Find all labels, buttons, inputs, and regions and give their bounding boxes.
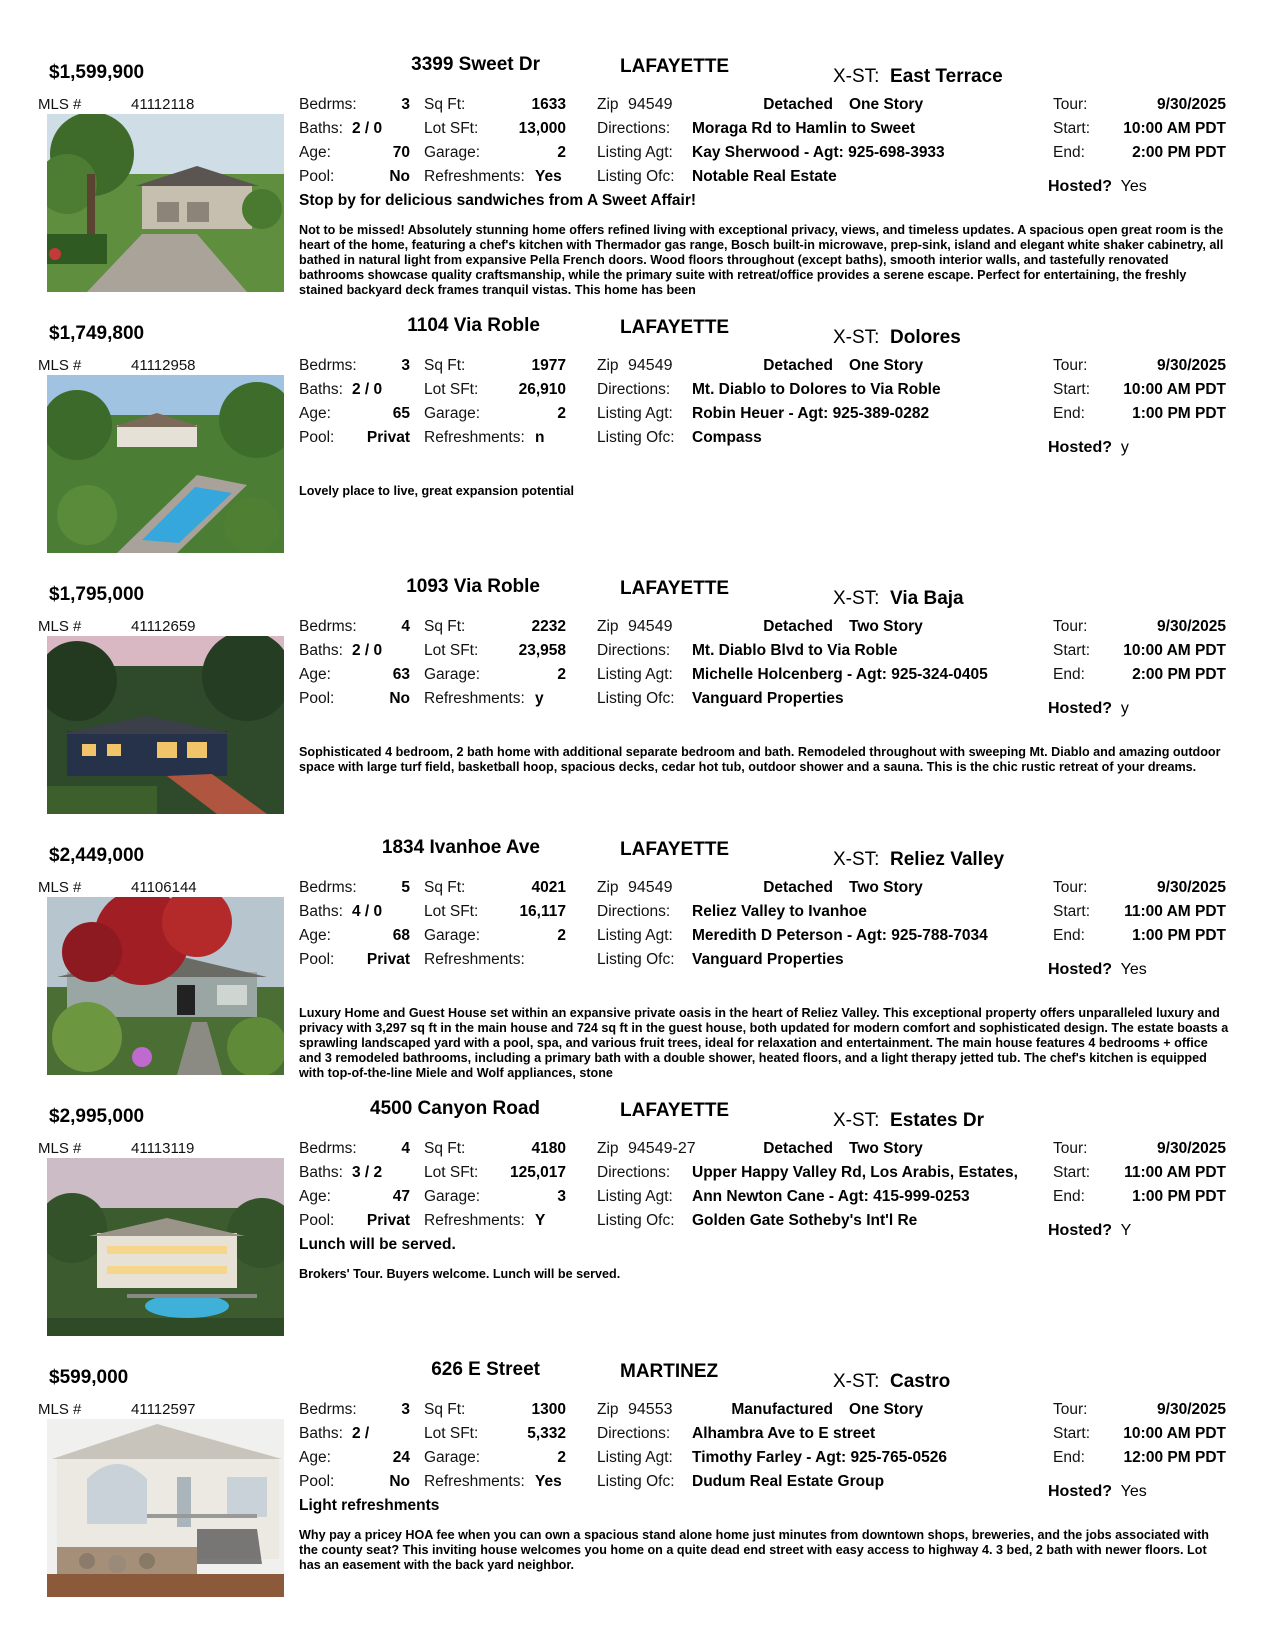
listing-address: 1093 Via Roble — [406, 576, 540, 597]
refreshments-value: n — [535, 429, 545, 446]
zip-label: Zip — [597, 1140, 619, 1157]
stories: One Story — [849, 1401, 924, 1418]
listing-office-label: Listing Ofc: — [597, 168, 675, 185]
age-label: Age: — [299, 1188, 331, 1205]
baths-label: Baths: — [299, 120, 343, 137]
listing-card-1 — [0, 47, 1275, 308]
listing-description: Not to be missed! Absolutely stunning home offers refined living with exceptional privacy, views, and timeless updates. A spacious open great room is the heart of the home, featuring a chef's kitchen with Thermador gas range, Bosch built-in microwave, prep-sink, island and elegant white shaker cabinetry, all bathed in natural light from expansive Pella French doors. Wood floors throughout (except baths), smooth interior walls, and tastefully renovated bathrooms showcase quality craftsmanship, while the primary suite with retreat/office provides a serene escape. Perfect for entertaining, the freshly stained backyard deck frames tranquil vistas. This home has been — [299, 223, 1224, 298]
listing-agent-value: Ann Newton Cane - Agt: 415-999-0253 — [692, 1188, 970, 1205]
property-type: Detached — [763, 357, 833, 374]
listing-agent-label: Listing Agt: — [597, 1449, 673, 1466]
property-type: Detached — [763, 618, 833, 635]
pool-value: No — [389, 690, 410, 707]
pool-value: Privat — [366, 1212, 410, 1229]
listing-note: Light refreshments — [299, 1497, 440, 1514]
refreshments-label: Refreshments: — [424, 690, 525, 707]
start-time: 11:00 AM PDT — [1124, 903, 1226, 920]
listing-description: Sophisticated 4 bedroom, 2 bath home with additional separate bedroom and bath. Remodeled throughout with sweeping Mt. Diablo and amazing outdoor space with large turf field, basketball hoop, spacious decks, cedar hot tub, outdoor shower and a sauna. This is the chic rustic retreat of your dreams. — [299, 745, 1221, 775]
directions-value: Mt. Diablo to Dolores to Via Roble — [692, 381, 941, 398]
cross-street — [833, 1372, 950, 1391]
zip-value: 94549 — [628, 357, 673, 374]
listing-agent-value: Meredith D Peterson - Agt: 925-788-7034 — [692, 927, 988, 944]
cross-street-label: X-ST: — [833, 1371, 880, 1392]
listing-price: $1,795,000 — [49, 584, 145, 605]
sqft-label: Sq Ft: — [424, 357, 466, 374]
pool-label: Pool: — [299, 1212, 335, 1229]
hosted-label: Hosted? — [1048, 961, 1112, 978]
baths-label: Baths: — [299, 642, 343, 659]
garage-label: Garage: — [424, 1449, 481, 1466]
listing-office-label: Listing Ofc: — [597, 690, 675, 707]
cross-street-value: East Terrace — [890, 66, 1003, 87]
listing-office-value: Notable Real Estate — [692, 168, 837, 185]
hosted-label: Hosted? — [1048, 700, 1112, 717]
tour-label: Tour: — [1053, 618, 1088, 635]
directions-label: Directions: — [597, 120, 671, 137]
age-value: 47 — [392, 1188, 410, 1205]
cross-street — [833, 589, 964, 608]
listing-city: MARTINEZ — [620, 1361, 719, 1382]
pool-value: Privat — [366, 951, 410, 968]
end-label: End: — [1053, 144, 1085, 161]
lot-label: Lot SFt: — [424, 1425, 479, 1442]
listing-agent-label: Listing Agt: — [597, 927, 673, 944]
baths-label: Baths: — [299, 903, 343, 920]
hosted-value: y — [1120, 439, 1129, 456]
end-time: 1:00 PM PDT — [1132, 405, 1226, 422]
refreshments-label: Refreshments: — [424, 429, 525, 446]
garage-label: Garage: — [424, 666, 481, 683]
listing-price: $599,000 — [49, 1367, 129, 1388]
lot-value: 5,332 — [527, 1425, 566, 1442]
listing-agent-label: Listing Agt: — [597, 666, 673, 683]
listing-office-value: Vanguard Properties — [692, 951, 844, 968]
property-type: Detached — [763, 1140, 833, 1157]
bedrooms-value: 4 — [401, 1140, 410, 1157]
age-value: 63 — [392, 666, 410, 683]
zip-value: 94549-27 — [628, 1140, 696, 1157]
garage-value: 2 — [557, 405, 566, 422]
age-value: 70 — [392, 144, 410, 161]
garage-value: 2 — [557, 1449, 566, 1466]
refreshments-label: Refreshments: — [424, 951, 525, 968]
pool-label: Pool: — [299, 951, 335, 968]
directions-label: Directions: — [597, 381, 671, 398]
refreshments-label: Refreshments: — [424, 168, 525, 185]
listing-photo — [47, 636, 284, 814]
age-value: 68 — [392, 927, 410, 944]
pool-value: No — [389, 168, 410, 185]
lot-label: Lot SFt: — [424, 381, 479, 398]
hosted — [1048, 962, 1147, 978]
directions-label: Directions: — [597, 1425, 671, 1442]
stories: One Story — [849, 96, 924, 113]
listing-address: 1834 Ivanhoe Ave — [381, 837, 540, 858]
end-time: 1:00 PM PDT — [1132, 1188, 1226, 1205]
listing-address: 3399 Sweet Dr — [411, 54, 540, 75]
mls-label: MLS # — [38, 357, 82, 374]
hosted — [1048, 1484, 1147, 1500]
stories: Two Story — [849, 618, 923, 635]
listing-office-value: Vanguard Properties — [692, 690, 844, 707]
start-time: 10:00 AM PDT — [1123, 1425, 1226, 1442]
bedrooms-value: 3 — [401, 357, 410, 374]
mls-label: MLS # — [38, 1140, 82, 1157]
listing-description: Lovely place to live, great expansion potential — [299, 484, 575, 498]
zip-label: Zip — [597, 1401, 619, 1418]
listing-agent-label: Listing Agt: — [597, 405, 673, 422]
bedrooms-value: 3 — [401, 96, 410, 113]
garage-value: 2 — [557, 666, 566, 683]
zip-label: Zip — [597, 879, 619, 896]
hosted-value: y — [1120, 700, 1129, 717]
refreshments-label: Refreshments: — [424, 1473, 525, 1490]
listing-photo — [47, 1419, 284, 1597]
pool-value: No — [389, 1473, 410, 1490]
pool-label: Pool: — [299, 429, 335, 446]
hosted — [1048, 179, 1147, 195]
listing-agent-value: Kay Sherwood - Agt: 925-698-3933 — [692, 144, 945, 161]
property-type: Detached — [763, 96, 833, 113]
bedrooms-label: Bedrms: — [299, 96, 357, 113]
cross-street-value: Dolores — [890, 327, 961, 348]
lot-label: Lot SFt: — [424, 1164, 479, 1181]
start-label: Start: — [1053, 1425, 1091, 1442]
listing-price: $2,995,000 — [49, 1106, 145, 1127]
mls-number: 41112597 — [131, 1401, 196, 1418]
listing-card-2 — [0, 308, 1275, 569]
tour-date: 9/30/2025 — [1157, 96, 1226, 113]
sqft-value: 2232 — [531, 618, 566, 635]
sqft-value: 4180 — [531, 1140, 566, 1157]
cross-street-value: Via Baja — [890, 588, 964, 609]
listing-photo — [47, 375, 284, 553]
end-label: End: — [1053, 927, 1085, 944]
listing-description: Why pay a pricey HOA fee when you can own a spacious stand alone home just minutes from downtown shops, breweries, and the jobs associated with the county seat? This inviting house welcomes you home on a quite dead end street with easy access to highway 4. 3 bed, 2 bath with newer floors. Lot has an easement with the back yard neighbor. — [299, 1528, 1209, 1573]
lot-value: 23,958 — [518, 642, 566, 659]
listing-office-label: Listing Ofc: — [597, 1212, 675, 1229]
cross-street-value: Castro — [890, 1371, 951, 1392]
hosted — [1048, 440, 1129, 456]
listing-agent-value: Robin Heuer - Agt: 925-389-0282 — [692, 405, 930, 422]
hosted-label: Hosted? — [1048, 439, 1112, 456]
mls-label: MLS # — [38, 1401, 82, 1418]
listing-photo — [47, 114, 284, 292]
baths-label: Baths: — [299, 381, 343, 398]
start-label: Start: — [1053, 381, 1091, 398]
garage-value: 3 — [557, 1188, 566, 1205]
listing-address: 4500 Canyon Road — [370, 1098, 540, 1119]
cross-street-label: X-ST: — [833, 327, 880, 348]
garage-label: Garage: — [424, 405, 481, 422]
start-time: 11:00 AM PDT — [1124, 1164, 1226, 1181]
refreshments-value: y — [535, 690, 544, 707]
pool-value: Privat — [366, 429, 410, 446]
directions-value: Moraga Rd to Hamlin to Sweet — [692, 120, 916, 137]
age-label: Age: — [299, 666, 331, 683]
refreshments-label: Refreshments: — [424, 1212, 525, 1229]
cross-street — [833, 67, 1003, 86]
baths-label: Baths: — [299, 1425, 343, 1442]
sqft-value: 1633 — [531, 96, 566, 113]
stories: Two Story — [849, 1140, 923, 1157]
sqft-label: Sq Ft: — [424, 618, 466, 635]
cross-street-label: X-ST: — [833, 66, 880, 87]
cross-street-value: Reliez Valley — [890, 849, 1005, 870]
lot-value: 26,910 — [518, 381, 566, 398]
listing-card-5 — [0, 1091, 1275, 1352]
zip-label: Zip — [597, 357, 619, 374]
hosted-label: Hosted? — [1048, 178, 1112, 195]
sqft-value: 1300 — [531, 1401, 566, 1418]
end-label: End: — [1053, 405, 1085, 422]
end-label: End: — [1053, 666, 1085, 683]
start-time: 10:00 AM PDT — [1123, 642, 1226, 659]
cross-street — [833, 850, 1004, 869]
listing-city: LAFAYETTE — [620, 1100, 730, 1121]
directions-value: Upper Happy Valley Rd, Los Arabis, Estates, — [692, 1164, 1018, 1181]
tour-label: Tour: — [1053, 879, 1088, 896]
lot-value: 16,117 — [519, 903, 566, 920]
bedrooms-value: 4 — [401, 618, 410, 635]
age-label: Age: — [299, 144, 331, 161]
garage-label: Garage: — [424, 927, 481, 944]
start-time: 10:00 AM PDT — [1123, 381, 1226, 398]
garage-label: Garage: — [424, 1188, 481, 1205]
listing-office-value: Golden Gate Sotheby's Int'l Re — [692, 1212, 918, 1229]
lot-value: 125,017 — [509, 1164, 566, 1181]
zip-value: 94549 — [628, 618, 673, 635]
listing-note: Stop by for delicious sandwiches from A Sweet Affair! — [299, 192, 697, 209]
sqft-label: Sq Ft: — [424, 1140, 466, 1157]
tour-label: Tour: — [1053, 1401, 1088, 1418]
bedrooms-value: 5 — [401, 879, 410, 896]
age-label: Age: — [299, 405, 331, 422]
listing-agent-value: Timothy Farley - Agt: 925-765-0526 — [692, 1449, 947, 1466]
age-label: Age: — [299, 1449, 331, 1466]
tour-date: 9/30/2025 — [1157, 1401, 1226, 1418]
listing-card-3 — [0, 569, 1275, 830]
mls-label: MLS # — [38, 879, 82, 896]
bedrooms-label: Bedrms: — [299, 1401, 357, 1418]
directions-value: Mt. Diablo Blvd to Via Roble — [692, 642, 898, 659]
sqft-value: 4021 — [531, 879, 566, 896]
listing-city: LAFAYETTE — [620, 56, 730, 77]
mls-number: 41113119 — [131, 1140, 195, 1157]
zip-value: 94549 — [628, 96, 673, 113]
sqft-label: Sq Ft: — [424, 1401, 466, 1418]
listing-office-value: Dudum Real Estate Group — [692, 1473, 885, 1490]
directions-label: Directions: — [597, 1164, 671, 1181]
mls-label: MLS # — [38, 96, 82, 113]
end-time: 12:00 PM PDT — [1123, 1449, 1226, 1466]
cross-street — [833, 1111, 984, 1130]
tour-label: Tour: — [1053, 96, 1088, 113]
mls-number: 41112659 — [131, 618, 196, 635]
hosted-label: Hosted? — [1048, 1222, 1112, 1239]
mls-number: 41106144 — [131, 879, 197, 896]
mls-number: 41112118 — [131, 96, 195, 113]
directions-label: Directions: — [597, 903, 671, 920]
age-value: 65 — [392, 405, 410, 422]
listing-agent-label: Listing Agt: — [597, 144, 673, 161]
cross-street-label: X-ST: — [833, 849, 880, 870]
tour-date: 9/30/2025 — [1157, 618, 1226, 635]
sqft-label: Sq Ft: — [424, 879, 466, 896]
hosted-value: Yes — [1120, 961, 1147, 978]
bedrooms-label: Bedrms: — [299, 1140, 357, 1157]
age-label: Age: — [299, 927, 331, 944]
hosted — [1048, 1223, 1131, 1239]
cross-street-label: X-ST: — [833, 588, 880, 609]
directions-value: Reliez Valley to Ivanhoe — [692, 903, 867, 920]
listing-price: $1,749,800 — [49, 323, 145, 344]
end-time: 2:00 PM PDT — [1132, 144, 1226, 161]
listing-photo — [47, 1158, 284, 1336]
cross-street — [833, 328, 961, 347]
end-label: End: — [1053, 1449, 1085, 1466]
age-value: 24 — [392, 1449, 410, 1466]
bedrooms-label: Bedrms: — [299, 618, 357, 635]
directions-value: Alhambra Ave to E street — [692, 1425, 876, 1442]
baths-value: 2 / 0 — [352, 120, 383, 137]
listing-photo — [47, 897, 284, 1075]
listing-city: LAFAYETTE — [620, 839, 730, 860]
bedrooms-label: Bedrms: — [299, 357, 357, 374]
bedrooms-label: Bedrms: — [299, 879, 357, 896]
listing-agent-value: Michelle Holcenberg - Agt: 925-324-0405 — [692, 666, 988, 683]
bedrooms-value: 3 — [401, 1401, 410, 1418]
lot-value: 13,000 — [518, 120, 566, 137]
tour-label: Tour: — [1053, 1140, 1088, 1157]
tour-date: 9/30/2025 — [1157, 879, 1226, 896]
zip-label: Zip — [597, 618, 619, 635]
baths-value: 2 / 0 — [352, 642, 383, 659]
listing-card-4 — [0, 830, 1275, 1091]
zip-value: 94553 — [628, 1401, 673, 1418]
lot-label: Lot SFt: — [424, 903, 479, 920]
baths-value: 2 / 0 — [352, 381, 383, 398]
listing-description: Luxury Home and Guest House set within an expansive private oasis in the heart of Reliez Valley. This exceptional property offers unparalleled luxury and privacy with 3,297 sq ft in the main house and 724 sq ft in the guest house, both updated for modern comfort and sophisticated design. The estate boasts a sprawling landscaped yard with a pool, spa, and various fruit trees, ideal for relaxation and entertainment. The main house features 4 bedrooms + office and 3 remodeled bathrooms, including a primary bath with a double shower, heated floors, and a light therapy jetted tub. The chef's kitchen is equipped with top-of-the-line Miele and Wolf appliances, stone — [299, 1006, 1229, 1081]
tour-label: Tour: — [1053, 357, 1088, 374]
refreshments-value: Y — [535, 1212, 546, 1229]
start-label: Start: — [1053, 1164, 1091, 1181]
listing-office-label: Listing Ofc: — [597, 429, 675, 446]
listing-card-6 — [0, 1352, 1275, 1613]
baths-value: 4 / 0 — [352, 903, 383, 920]
refreshments-value: Yes — [535, 168, 562, 185]
end-time: 2:00 PM PDT — [1132, 666, 1226, 683]
listing-office-label: Listing Ofc: — [597, 1473, 675, 1490]
start-label: Start: — [1053, 120, 1091, 137]
sqft-label: Sq Ft: — [424, 96, 466, 113]
listing-price: $1,599,900 — [49, 62, 145, 83]
pool-label: Pool: — [299, 168, 335, 185]
end-time: 1:00 PM PDT — [1132, 927, 1226, 944]
mls-number: 41112958 — [131, 357, 196, 374]
lot-label: Lot SFt: — [424, 120, 479, 137]
garage-value: 2 — [557, 927, 566, 944]
start-time: 10:00 AM PDT — [1123, 120, 1226, 137]
start-label: Start: — [1053, 642, 1091, 659]
baths-label: Baths: — [299, 1164, 343, 1181]
property-type: Detached — [763, 879, 833, 896]
end-label: End: — [1053, 1188, 1085, 1205]
pool-label: Pool: — [299, 1473, 335, 1490]
baths-value: 2 / — [352, 1425, 370, 1442]
zip-value: 94549 — [628, 879, 673, 896]
cross-street-value: Estates Dr — [890, 1110, 985, 1131]
hosted-value: Y — [1120, 1222, 1132, 1239]
pool-label: Pool: — [299, 690, 335, 707]
listing-address: 1104 Via Roble — [407, 315, 540, 336]
stories: One Story — [849, 357, 924, 374]
listing-address: 626 E Street — [431, 1359, 540, 1380]
property-type: Manufactured — [731, 1401, 833, 1418]
hosted-value: Yes — [1120, 1483, 1147, 1500]
tour-date: 9/30/2025 — [1157, 1140, 1226, 1157]
listing-price: $2,449,000 — [49, 845, 145, 866]
stories: Two Story — [849, 879, 923, 896]
baths-value: 3 / 2 — [352, 1164, 383, 1181]
cross-street-label: X-ST: — [833, 1110, 880, 1131]
hosted-label: Hosted? — [1048, 1483, 1112, 1500]
garage-value: 2 — [557, 144, 566, 161]
listing-office-value: Compass — [692, 429, 762, 446]
listing-city: LAFAYETTE — [620, 317, 730, 338]
tour-date: 9/30/2025 — [1157, 357, 1226, 374]
mls-label: MLS # — [38, 618, 82, 635]
listing-city: LAFAYETTE — [620, 578, 730, 599]
listing-agent-label: Listing Agt: — [597, 1188, 673, 1205]
refreshments-value: Yes — [535, 1473, 562, 1490]
sqft-value: 1977 — [531, 357, 566, 374]
hosted — [1048, 701, 1129, 717]
hosted-value: Yes — [1120, 178, 1147, 195]
start-label: Start: — [1053, 903, 1091, 920]
listing-office-label: Listing Ofc: — [597, 951, 675, 968]
directions-label: Directions: — [597, 642, 671, 659]
listing-description: Brokers' Tour. Buyers welcome. Lunch will be served. — [299, 1267, 621, 1281]
zip-label: Zip — [597, 96, 619, 113]
garage-label: Garage: — [424, 144, 481, 161]
listing-note: Lunch will be served. — [299, 1236, 456, 1253]
lot-label: Lot SFt: — [424, 642, 479, 659]
